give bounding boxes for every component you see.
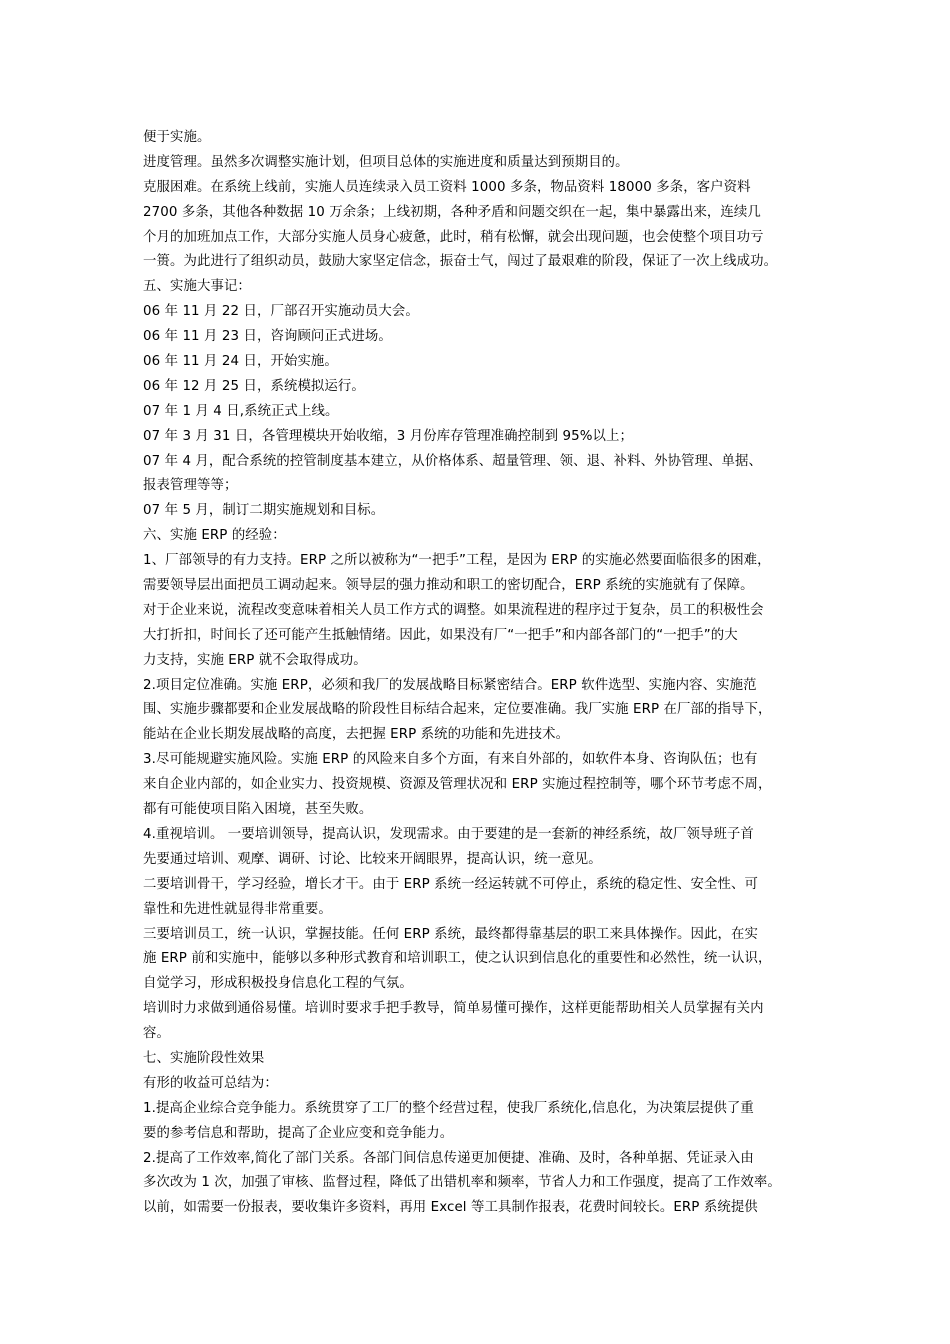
text-line: 2700 多条，其他各种数据 10 万余条；上线初期，各种矛盾和问题交织在一起，集中暴露出来，连续几 — [143, 204, 761, 220]
text-line: 培训时力求做到通俗易懂。培训时要求手把手教导，简单易懂可操作，这样更能帮助相关人员掌握有关内 — [143, 1001, 764, 1017]
text-line: 能站在企业长期发展战略的高度，去把握 ERP 系统的功能和先进技术。 — [143, 727, 570, 743]
text-line: 便于实施。 — [143, 130, 211, 145]
text-line: 对于企业来说，流程改变意味着相关人员工作方式的调整。如果流程进的程序过于复杂，员工的积极性会 — [143, 602, 764, 618]
text-line: 07 年 4 月，配合系统的控管制度基本建立，从价格体系、超量管理、领、退、补料、外协管理、单据、 — [143, 453, 763, 469]
text-line: 1、厂部领导的有力支持。ERP 之所以被称为“一把手”工程，是因为 ERP 的实施必然要面临很多的困难， — [143, 553, 771, 569]
text-line: 大打折扣，时间长了还可能产生抵触情绪。因此，如果没有厂“一把手”和内部各部门的“一把手”的大 — [143, 627, 738, 643]
text-line: 靠性和先进性就显得非常重要。 — [143, 901, 332, 917]
text-line: 3.尽可能规避实施风险。实施 ERP 的风险来自多个方面，有来自外部的，如软件本身、咨询队伍；也有 — [143, 752, 758, 768]
text-line: 06 年 12 月 25 日，系统模拟运行。 — [143, 378, 365, 394]
text-line: 来自企业内部的，如企业实力、投资规模、资源及管理状况和 ERP 实施过程控制等，哪个环节考虑不周， — [143, 777, 772, 793]
text-line: 需要领导层出面把员工调动起来。领导层的强力推动和职工的密切配合，ERP 系统的实施就有了保障。 — [143, 578, 754, 594]
text-line: 06 年 11 月 23 日，咨询顾问正式进场。 — [143, 329, 392, 345]
text-line: 个月的加班加点工作，大部分实施人员身心疲惫，此时，稍有松懈，就会出现问题，也会使整个项目功亏 — [143, 229, 764, 245]
text-line: 06 年 11 月 22 日，厂部召开实施动员大会。 — [143, 304, 419, 320]
text-line: 二要培训骨干，学习经验，增长才干。由于 ERP 系统一经运转就不可停止，系统的稳定性、安全性、可 — [143, 876, 758, 892]
text-line: 围、实施步骤都要和企业发展战略的阶段性目标结合起来，定位要准确。我厂实施 ERP 在厂部的指导下， — [143, 702, 772, 718]
text-line: 报表管理等等； — [143, 478, 238, 494]
section-heading: 六、实施 ERP 的经验： — [143, 528, 286, 544]
text-line: 都有可能使项目陷入困境，甚至失败。 — [143, 802, 373, 818]
text-line: 进度管理。虽然多次调整实施计划，但项目总体的实施进度和质量达到预期目的。 — [143, 154, 629, 170]
text-line: 有形的收益可总结为： — [143, 1075, 278, 1091]
text-line: 自觉学习，形成积极投身信息化工程的气氛。 — [143, 976, 413, 992]
section-heading: 七、实施阶段性效果 — [143, 1050, 265, 1066]
document-page — [143, 126, 823, 1221]
text-line: 先要通过培训、观摩、调研、讨论、比较来开阔眼界，提高认识，统一意见。 — [143, 851, 602, 867]
text-line: 1.提高企业综合竞争能力。系统贯穿了工厂的整个经营过程，使我厂系统化,信息化，为决策层提供了重 — [143, 1100, 754, 1116]
text-line: 2.提高了工作效率,简化了部门关系。各部门间信息传递更加便捷、准确、及时，各种单据、凭证录入由 — [143, 1150, 754, 1166]
text-line: 克服困难。在系统上线前，实施人员连续录入员工资料 1000 多条，物品资料 18000 多条，客户资料 — [143, 179, 751, 195]
text-line: 06 年 11 月 24 日，开始实施。 — [143, 354, 338, 370]
text-line: 容。 — [143, 1026, 170, 1042]
section-heading: 五、实施大事记： — [143, 279, 251, 295]
text-line: 07 年 1 月 4 日,系统正式上线。 — [143, 403, 339, 419]
text-line: 多次改为 1 次，加强了审核、监督过程，降低了出错机率和频率，节省人力和工作强度，提高了工作效率。 — [143, 1175, 781, 1191]
text-line: 要的参考信息和帮助，提高了企业应变和竞争能力。 — [143, 1125, 454, 1141]
text-line: 4.重视培训。 一要培训领导，提高认识，发现需求。由于要建的是一套新的神经系统，故厂领导班子首 — [143, 826, 754, 842]
text-line: 07 年 5 月，制订二期实施规划和目标。 — [143, 503, 385, 519]
text-line: 07 年 3 月 31 日，各管理模块开始收缩，3 月份库存管理准确控制到 95%以上； — [143, 428, 634, 444]
text-line: 一篑。为此进行了组织动员，鼓励大家坚定信念，振奋士气，闯过了最艰难的阶段，保证了一次上线成功。 — [143, 254, 778, 270]
text-line: 施 ERP 前和实施中，能够以多种形式教育和培训职工，使之认识到信息化的重要性和必然性，统一认识， — [143, 951, 772, 967]
text-line: 力支持，实施 ERP 就不会取得成功。 — [143, 652, 367, 668]
text-line: 三要培训员工，统一认识，掌握技能。任何 ERP 系统，最终都得靠基层的职工来具体操作。因此，在实 — [143, 926, 758, 942]
text-line: 2.项目定位准确。实施 ERP，必须和我厂的发展战略目标紧密结合。ERP 软件选型、实施内容、实施范 — [143, 677, 757, 693]
text-line: 以前，如需要一份报表，要收集许多资料，再用 Excel 等工具制作报表，花费时间较长。ERP 系统提供 — [143, 1200, 758, 1216]
